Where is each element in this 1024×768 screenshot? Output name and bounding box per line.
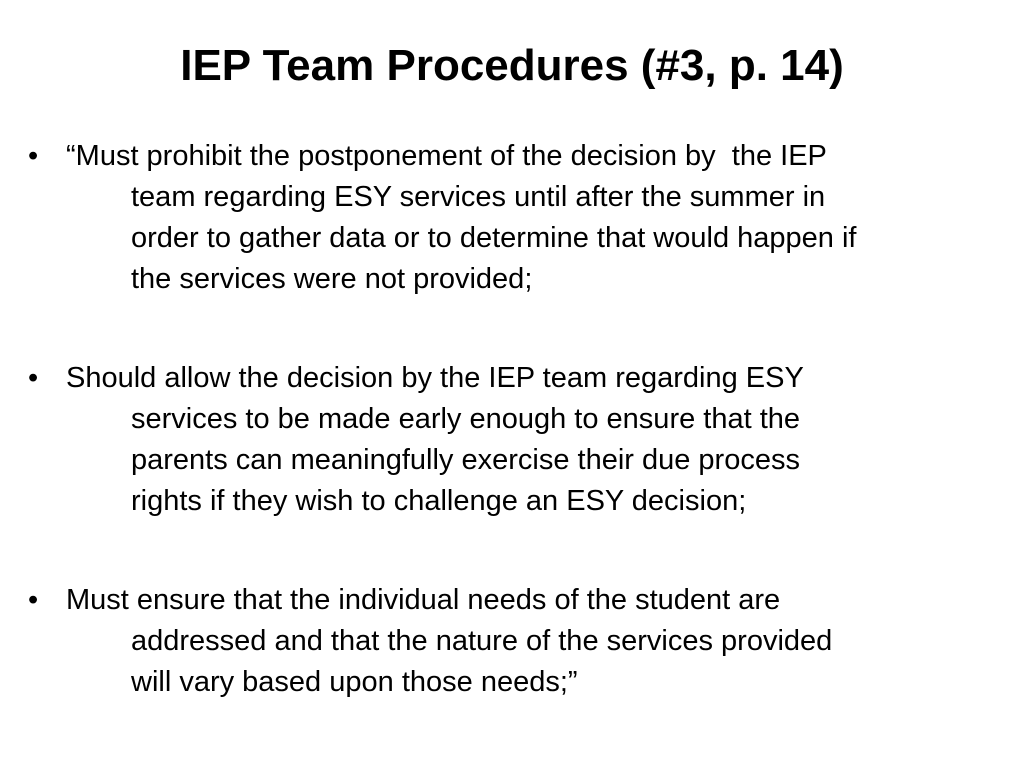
bullet-line: order to gather data or to determine that would happen if <box>131 222 857 254</box>
bullet-line: addressed and that the nature of the services provided <box>131 625 833 657</box>
bullet-line: Must ensure that the individual needs of the student are <box>66 584 781 616</box>
bullet-line: rights if they wish to challenge an ESY decision; <box>131 485 747 517</box>
bullet-item <box>28 136 1003 300</box>
bullet-line: Should allow the decision by the IEP team regarding ESY <box>66 362 804 394</box>
bullet-icon: • <box>28 140 39 172</box>
bullet-list <box>28 136 1003 761</box>
bullet-line: services to be made early enough to ensure that the <box>131 403 801 435</box>
bullet-icon: • <box>28 584 39 616</box>
slide-title: IEP Team Procedures (#3, p. 14) <box>180 41 844 90</box>
bullet-item <box>28 358 1003 522</box>
bullet-line: parents can meaningfully exercise their due process <box>131 444 800 476</box>
bullet-item <box>28 580 1003 703</box>
bullet-line: the services were not provided; <box>131 263 533 295</box>
bullet-line: “Must prohibit the postponement of the decision by the IEP <box>66 140 827 172</box>
bullet-line: team regarding ESY services until after the summer in <box>131 181 826 213</box>
bullet-line: will vary based upon those needs;” <box>131 666 578 698</box>
bullet-icon: • <box>28 362 39 394</box>
